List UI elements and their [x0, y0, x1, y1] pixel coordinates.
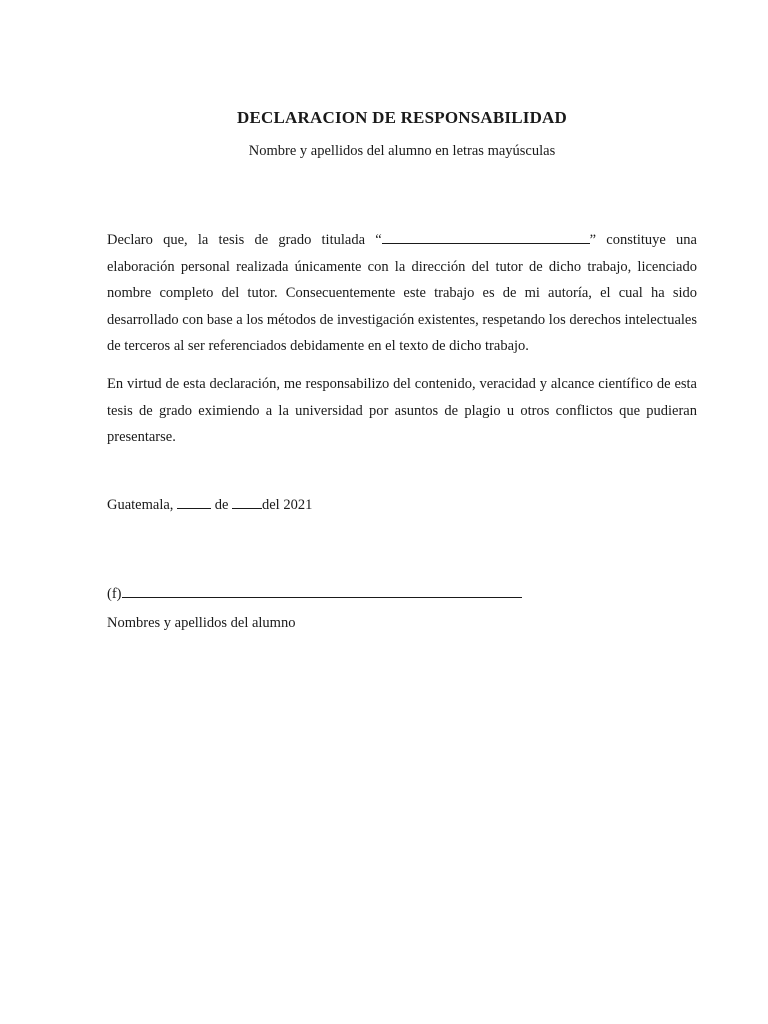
- paragraph1-text-end: ” constituye una elaboración personal realizada únicamente con la dirección del tutor de dicho trabajo, licenciado nombre completo del tutor. Consecuentemente este trabajo es de mi autoría, el cual ha sido desarrollado con base a los métodos de investigación existentes, respetando los derechos intelectuales de terceros al ser referenciados debidamente en el texto de dicho trabajo.: [107, 232, 697, 355]
- signature-blank: [122, 585, 522, 598]
- declaration-paragraph: [107, 227, 697, 360]
- date-de: de: [211, 497, 232, 513]
- date-year: del 2021: [262, 497, 313, 513]
- document-subtitle: Nombre y apellidos del alumno en letras mayúsculas: [248, 143, 556, 159]
- date-place: Guatemala,: [107, 497, 178, 513]
- paragraph1-text-start: Declaro que, la tesis de grado titulada “: [107, 232, 382, 248]
- responsibility-paragraph: En virtud de esta declaración, me responsabilizo del contenido, veracidad y alcance científico de esta tesis de grado eximiendo a la universidad por asuntos de plagio u otros conflictos que pudieran presentarse.: [107, 376, 697, 446]
- month-blank: [232, 496, 262, 509]
- day-blank: [177, 496, 211, 509]
- signature-line: [107, 585, 522, 603]
- signature-prefix: (f): [107, 586, 122, 602]
- document-title: DECLARACION DE RESPONSABILIDAD: [237, 108, 567, 127]
- signature-name-label: Nombres y apellidos del alumno: [107, 615, 296, 631]
- thesis-title-blank: [382, 229, 590, 244]
- date-line: [107, 496, 312, 514]
